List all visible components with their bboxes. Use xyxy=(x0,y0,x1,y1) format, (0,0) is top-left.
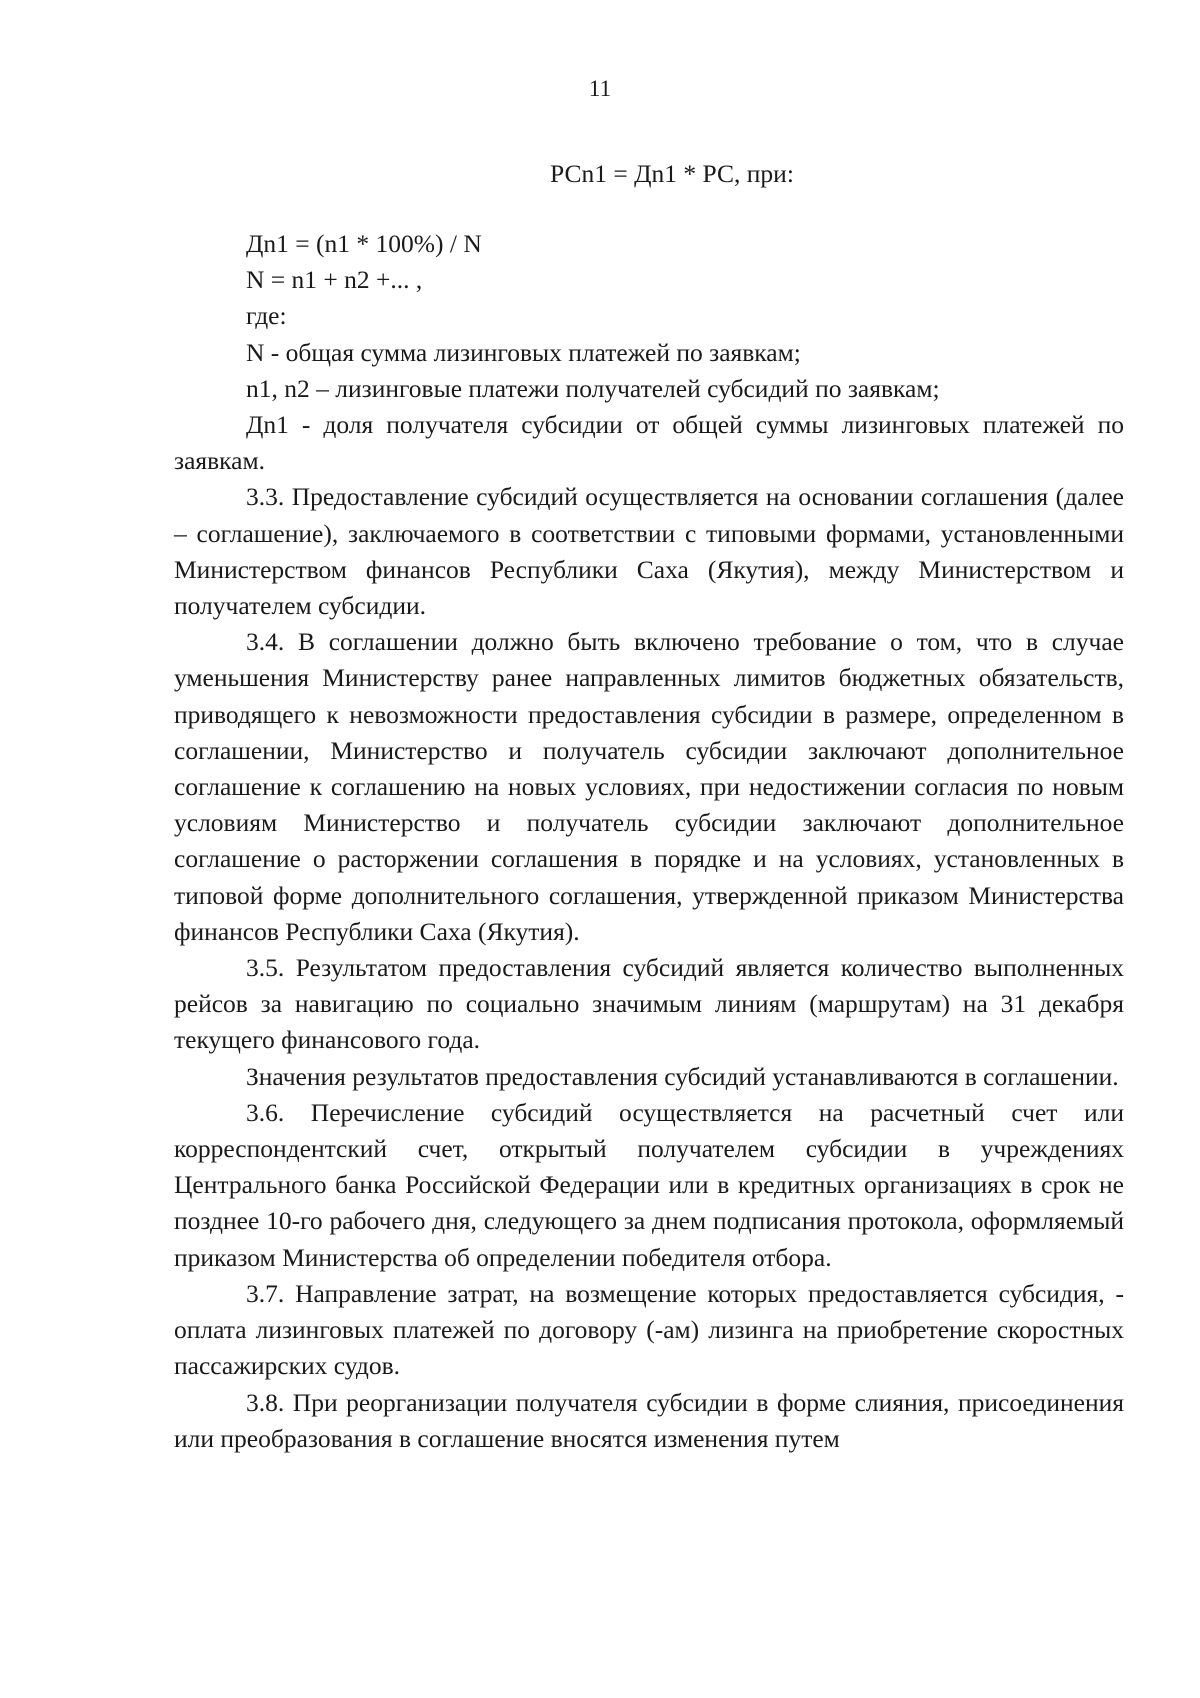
formula-line: n1, n2 – лизинговые платежи получателей субсидий по заявкам; xyxy=(246,373,940,403)
main-formula: РСn1 = Дn1 * РС, при: xyxy=(550,159,794,188)
document-body xyxy=(174,226,1124,1457)
paragraph-3-6: 3.6. Перечисление субсидий осуществляется на расчетный счет или корреспондентский счет, открытый получателем субсидии в учреждениях Центрального банка Российской Федерации или в кредитных организациях в срок не позднее 10-го рабочего дня, следующего за днем подписания протокола, оформляемый приказом Министерства об определении победителя отбора. xyxy=(174,1097,1124,1272)
formula-line: Дn1 = (n1 * 100%) / N xyxy=(246,229,482,258)
paragraph-3-4: 3.4. В соглашении должно быть включено требование о том, что в случае уменьшения Министерству ранее направленных лимитов бюджетных обязательств, приводящего к невозможности предоставления субсидии в размере, определенном в соглашении, Министерство и получатель субсидии заключают дополнительное соглашение к соглашению на новых условиях, при недостижении согласия по новым условиям Министерство и получатель субсидии заключают дополнительное соглашение о расторжении соглашения в порядке и на условиях, установленных в типовой форме дополнительного соглашения, утвержденной приказом Министерства финансов Республики Саха (Якутия). xyxy=(174,627,1124,946)
formula-line: N - общая сумма лизинговых платежей по заявкам; xyxy=(246,337,801,367)
formula-line: где: xyxy=(246,301,287,331)
page-number: 11 xyxy=(588,76,612,101)
paragraph-3-7: 3.7. Направление затрат, на возмещение которых предоставляется субсидия, - оплата лизинговых платежей по договору (-ам) лизинга на приобретение скоростных пассажирских судов. xyxy=(174,1278,1124,1381)
paragraph: Дn1 - доля получателя субсидии от общей суммы лизинговых платежей по заявкам. xyxy=(174,410,1124,476)
formula-line: N = n1 + n2 +... , xyxy=(246,265,423,295)
paragraph-3-8: 3.8. При реорганизации получателя субсидии в форме слияния, присоединения или преобразования в соглашение вносятся изменения путем xyxy=(174,1387,1124,1453)
paragraph-3-5: 3.5. Результатом предоставления субсидий является количество выполненных рейсов за навигацию по социально значимым линиям (маршрутам) на 31 декабря текущего финансового года. xyxy=(174,953,1124,1055)
paragraph-3-3: 3.3. Предоставление субсидий осуществляется на основании соглашения (далее – соглашение), заключаемого в соответствии с типовыми формами, установленными Министерством финансов Республики Саха (Якутия), между Министерством и получателем субсидии. xyxy=(174,482,1124,621)
paragraph-results: Значения результатов предоставления субсидий устанавливаются в соглашении. xyxy=(246,1061,1119,1091)
